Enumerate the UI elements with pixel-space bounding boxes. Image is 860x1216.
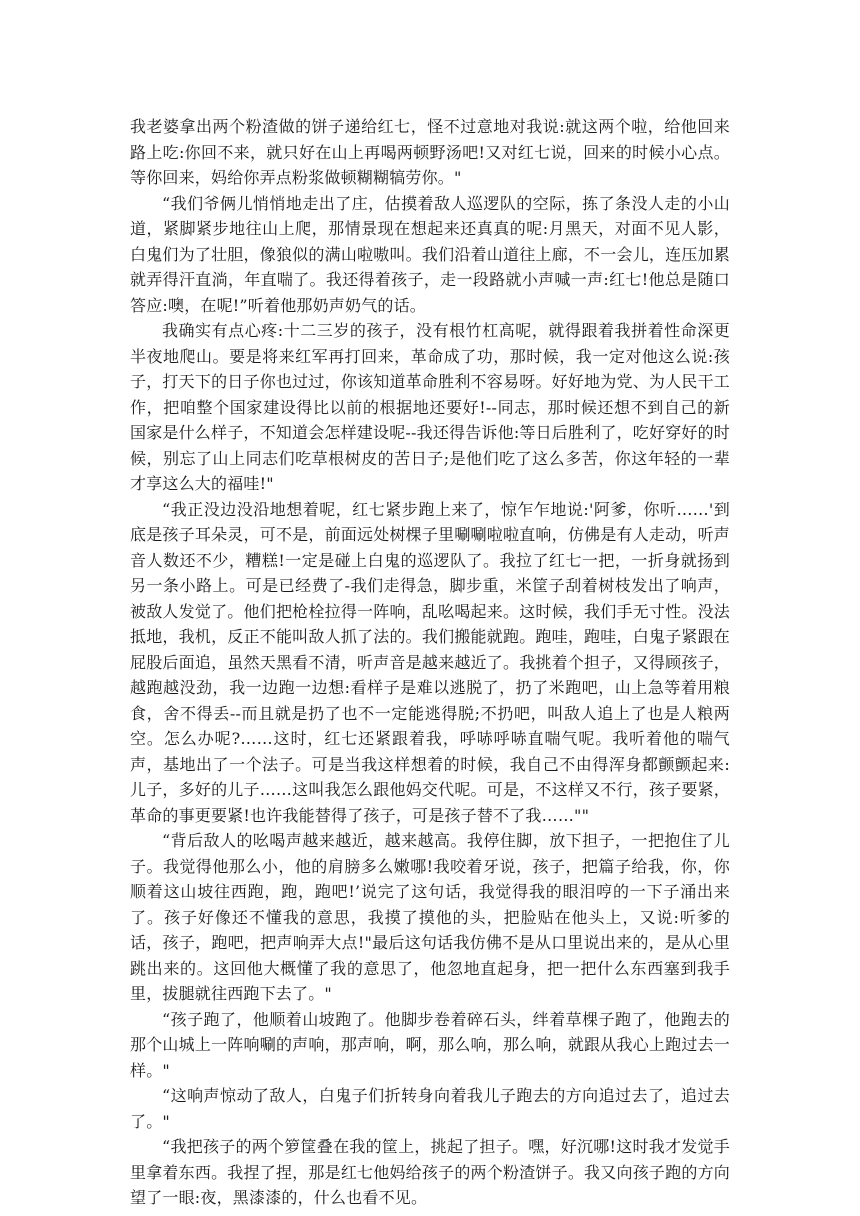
paragraph: “我把孩子的两个箩筐叠在我的筐上，挑起了担子。嘿，好沉哪!这时我才发觉手里拿着东西。我捏了捏，那是红七他妈给孩子的两个粉渣饼子。我又向孩子跑的方向望了一眼:夜，黑漆漆的，什么也看不见。 (130, 1137, 730, 1207)
paragraph: “孩子跑了，他顺着山坡跑了。他脚步卷着碎石头，绊着草棵子跑了，他跑去的那个山城上一阵响唰的声响，那声响，啊，那么响，那么响，就跟从我心上跑过去一样。" (130, 1009, 730, 1080)
document-page (130, 114, 730, 1211)
paragraph: 我确实有点心疼:十二三岁的孩子，没有根竹杠高呢，就得跟着我拼着性命深更半夜地爬山。要是将来红军再打回来，革命成了功，那时候，我一定对他这么说:孩子，打天下的日子你也过过，你该知道革命胜利不容易呀。好好地为党、为人民干工作，把咱整个国家建设得比以前的根据地还要好!--同志，那时候还想不到自己的新国家是什么样子，不知道会怎样建设呢--我还得告诉他:等日后胜利了，吃好穿好的时候，别忘了山上同志们吃草根树皮的苦日子;是他们吃了这么多苦，你这年轻的一辈才享这么大的福哇!" (130, 321, 731, 493)
paragraph: “我们爷俩儿悄悄地走出了庄，估摸着敌人巡逻队的空际，拣了条没人走的小山道，紧脚紧步地往山上爬，那情景现在想起来还真真的呢:月黑天，对面不见人影，白鬼们为了壮胆，像狼似的满山啦嗷叫。我们沿着山道往上廊，不一会儿，连压加累就弄得汗直淌，年直喘了。我还得着孩子，走一段路就小声喊一声:红七!他总是随口答应:噢，在呢!”听着他那奶声奶气的话。 (130, 193, 730, 315)
paragraph: 我老婆拿出两个粉渣做的饼子递给红七，怪不过意地对我说:就这两个啦，给他回来路上吃:你回不来，就只好在山上再喝两顿野汤吧!又对红七说，回来的时候小心点。等你回来，妈给你弄点粉浆做顿糊糊犒劳你。" (130, 117, 730, 187)
paragraph: “这响声惊动了敌人，白鬼子们折转身向着我儿子跑去的方向追过去了，追过去了。" (130, 1086, 730, 1131)
paragraph: “背后敌人的吆喝声越来越近，越来越高。我停住脚，放下担子，一把抱住了儿子。我觉得他那么小，他的肩膀多么嫩哪!我咬着牙说，孩子，把篇子给我，你，你顺着这山坡往西跑，跑，跑吧!’说完了这句话，我觉得我的眼泪哼的一下子涌出来了。孩子好像还不懂我的意思，我摸了摸他的头，把脸贴在他头上，又说:听爹的话，孩子，跑吧，把声响弄大点!"最后这句话我仿佛不是从口里说出来的，是从心里跳出来的。这回他大概懂了我的意思了，他忽地直起身，把一把什么东西塞到我手里，拔腿就往西跑下去了。" (130, 831, 730, 1003)
paragraph: “我正没边没沿地想着呢，红七紧步跑上来了，惊乍乍地说:'阿爹，你听……'到底是孩子耳朵灵，可不是，前面远处树棵子里唰唰啦啦直响，仿佛是有人走动，听声音人数还不少，糟糕!一定是碰上白鬼的巡逻队了。我拉了红七一把，一折身就扬到另一条小路上。可是已经费了-我们走得急，脚步重，米筐子刮着树枝发出了响声，被敌人发觉了。他们把枪栓拉得一阵响，乱吆喝起来。这时候，我们手无寸性。没法抵地，我机，反正不能叫敌人抓了法的。我们搬能就跑。跑哇，跑哇，白鬼子紧跟在屁股后面追，虽然天黑看不清，听声音是越来越近了。我挑着个担子，又得顾孩子，越跑越没劲，我一边跑一边想:看样子是难以逃脱了，扔了米跑吧，山上急等着用粮食，舍不得丢--而且就是扔了也不一定能逃得脱;不扔吧，叫敌人追上了也是人粮两空。怎么办呢?……这时，红七还紧跟着我，呼哧呼哧直喘气呢。我听着他的喘气声，基地出了一个法子。可是当我这样想着的时候，我自己不由得浑身都颤颤起来:儿子，多好的儿子……这叫我怎么跟他妈交代呢。可是，不这样又不行，孩子要紧，革命的事更要紧!也许我能替得了孩子，可是孩子替不了我……"" (130, 499, 730, 825)
